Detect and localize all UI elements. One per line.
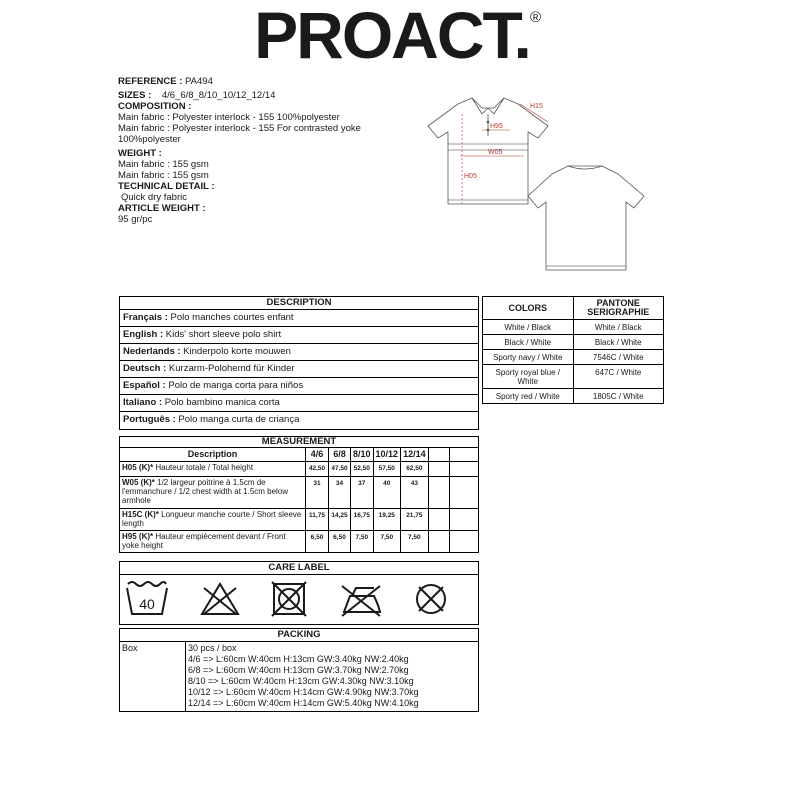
no-dry-clean-icon <box>417 585 445 613</box>
label-h15: H15 <box>530 103 543 110</box>
description-table <box>119 296 479 430</box>
spec-block <box>118 76 418 225</box>
measurement-header: MEASUREMENT <box>120 437 479 448</box>
colors-header: COLORS <box>483 297 574 320</box>
composition-line: Main fabric : Polyester interlock - 155 100%polyester <box>118 112 340 123</box>
empty-col <box>428 448 449 462</box>
article-weight-value: 95 gr/pc <box>118 214 153 225</box>
polo-sketch <box>420 92 650 278</box>
composition-line: Main fabric : Polyester interlock - 155 For contrasted yoke <box>118 123 361 134</box>
packing-line: 30 pcs / box <box>188 643 237 653</box>
size-col-header: 4/6 <box>306 448 329 462</box>
weight-line: Main fabric : 155 gsm <box>118 170 209 181</box>
size-col-header: 12/14 <box>401 448 429 462</box>
no-iron-icon <box>342 586 380 616</box>
packing-line: 8/10 => L:60cm W:40cm H:13cm GW:4.30kg NW:3.10kg <box>188 676 414 686</box>
table-row: Sporty red / White 1805C / White <box>483 389 664 404</box>
packing-table <box>119 628 479 712</box>
description-header: DESCRIPTION <box>120 297 478 310</box>
label-h95: H95 <box>490 123 503 130</box>
composition-line: 100%polyester <box>118 134 181 145</box>
article-weight-label: ARTICLE WEIGHT : <box>118 203 206 214</box>
measurement-guides <box>460 104 548 204</box>
packing-line: 10/12 => L:60cm W:40cm H:14cm GW:4.90kg NW:3.70kg <box>188 687 419 697</box>
care-label-header: CARE LABEL <box>120 562 478 575</box>
reference-value: PA494 <box>185 76 213 87</box>
table-row: White / Black White / Black <box>483 320 664 335</box>
table-row: Sporty navy / White 7546C / White <box>483 350 664 365</box>
table-row: H05 (K)* Hauteur totale / Total height 42,50 47,50 52,50 57,50 62,50 <box>120 462 479 477</box>
size-col-header: 6/8 <box>329 448 351 462</box>
no-bleach-icon <box>202 584 238 614</box>
table-row: H95 (K)* Hauteur empiècement devant / Front yoke height 6,50 6,50 7,50 7,50 7,50 <box>120 531 479 553</box>
label-w05: W05 <box>488 149 503 156</box>
description-row: English : Kids' short sleeve polo shirt <box>120 327 478 344</box>
description-row: Français : Polo manches courtes enfant <box>120 310 478 327</box>
packing-line: 6/8 => L:60cm W:40cm H:13cm GW:3.70kg NW:2.70kg <box>188 665 409 675</box>
label-h05: H05 <box>464 173 477 180</box>
description-col-header: Description <box>120 448 306 462</box>
registered-mark: ® <box>530 9 542 26</box>
proact-logo <box>0 6 800 66</box>
sizes-value: 4/6_6/8_8/10_10/12_12/14 <box>161 90 276 101</box>
packing-header: PACKING <box>120 629 478 642</box>
table-row: Sporty royal blue / White 647C / White <box>483 365 664 389</box>
packing-details <box>186 642 478 711</box>
table-row: H15C (K)* Longueur manche courte / Short sleeve length 11,75 14,25 16,75 19,25 21,75 <box>120 509 479 531</box>
description-row: Italiano : Polo bambino manica corta <box>120 395 478 412</box>
table-row: W05 (K)* 1/2 largeur poitrine à 1.5cm de l'emmanchure / 1/2 chest width at 1.5cm below armhole 31 34 37 40 43 <box>120 477 479 509</box>
description-row: Español : Polo de manga corta para niños <box>120 378 478 395</box>
wash-40-icon <box>127 582 167 614</box>
composition-label: COMPOSITION : <box>118 101 192 112</box>
weight-label: WEIGHT : <box>118 148 162 159</box>
empty-col <box>449 448 478 462</box>
brand-name: PROACT. <box>254 6 530 66</box>
packing-type: Box <box>120 642 186 712</box>
description-row: Português : Polo manga curta de criança <box>123 414 300 425</box>
size-col-header: 8/10 <box>351 448 374 462</box>
polo-back-sketch <box>528 166 644 270</box>
weight-line: Main fabric : 155 gsm <box>118 159 209 170</box>
pantone-header: PANTONE SERIGRAPHIE <box>573 297 664 320</box>
reference-label: REFERENCE : <box>118 76 183 87</box>
technical-label: TECHNICAL DETAIL : <box>118 181 215 192</box>
packing-line: 4/6 => L:60cm W:40cm H:13cm GW:3.40kg NW:2.40kg <box>188 654 409 664</box>
packing-line: 12/14 => L:60cm W:40cm H:14cm GW:5.40kg NW:4.10kg <box>188 698 419 708</box>
sizes-label: SIZES : <box>118 90 152 101</box>
colors-table <box>482 296 664 404</box>
no-tumble-dry-icon <box>272 582 306 616</box>
description-row: Deutsch : Kurzarm-Polohemd für Kinder <box>120 361 478 378</box>
size-col-header: 10/12 <box>373 448 401 462</box>
technical-value: Quick dry fabric <box>121 192 187 203</box>
table-row: Black / White Black / White <box>483 335 664 350</box>
svg-text:40: 40 <box>139 596 155 612</box>
measurement-table <box>119 436 479 553</box>
care-label-section <box>119 561 479 625</box>
description-row: Nederlands : Kinderpolo korte mouwen <box>120 344 478 361</box>
